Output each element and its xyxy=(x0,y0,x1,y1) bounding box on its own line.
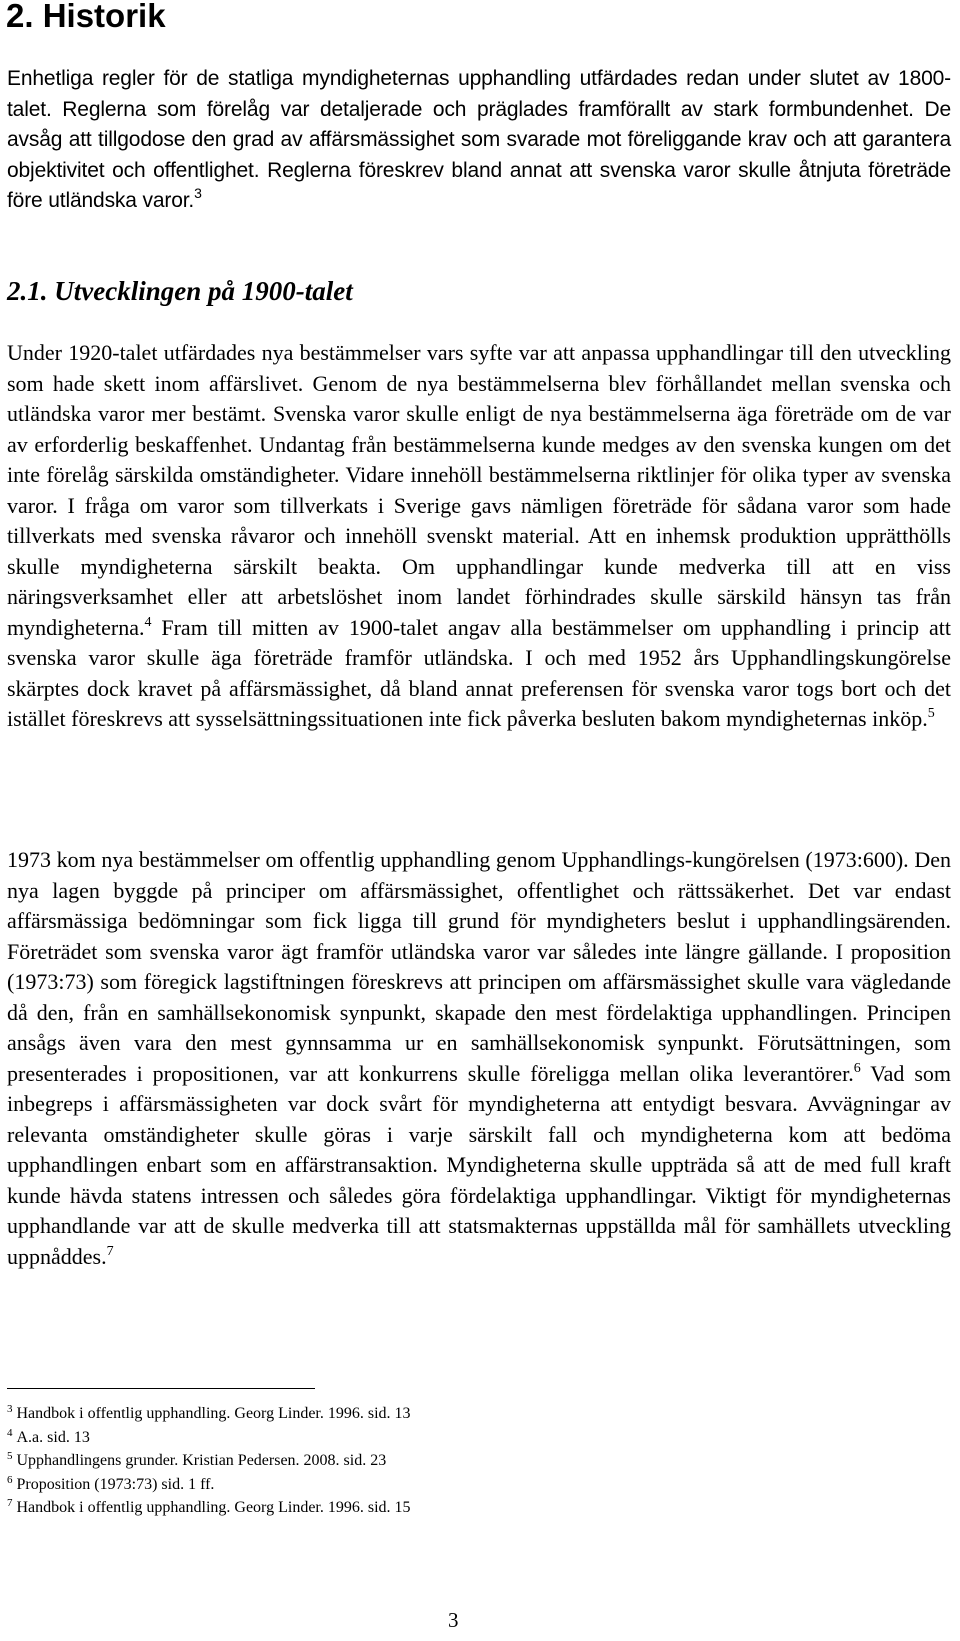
footnote-separator xyxy=(7,1388,315,1389)
footnote-text: Handbok i offentlig upphandling. Georg Linder. 1996. sid. 13 xyxy=(16,1405,411,1422)
paragraph-text: Under 1920-talet utfärdades nya bestämmelser vars syfte var att anpassa upphandlingar till den utveckling som hade skett inom affärslivet. Genom de nya bestämmelserna blev förhållandet mellan svenska och utländska varor mer bestämt. Svenska varor skulle enligt de nya bestämmelserna äga företräde om de var av erforderlig beskaffenhet. Undantag från bestämmelserna kunde medges av den svenska kungen om det inte förelåg särskilda omständigheter. Vidare innehöll bestämmelserna riktlinjer för olika typer av svenska varor. I fråga om varor som tillverkats i Sverige gavs nämligen företräde för sådana varor som hade tillverkats med svenska råvaror och innehöll svenskt material. Att en inhemsk produktion upprätthölls skulle myndigheterna särskilt beakta. Om upphandlingar kunde medverka till att en viss näringsverksamhet eller att arbetslöshet inom landet förhindrades skulle särskild hänsyn tas från myndigheterna. xyxy=(7,340,951,640)
paragraph-text: Fram till mitten av 1900-talet angav alla bestämmelser om upphandling i princip att svenska varor skulle äga företräde framför utländska. I och med 1952 års Upphandlingskungörelse skärptes dock kravet på affärsmässighet, då bland annat preferensen för svenska varor togs bort och det istället föreskrevs att sysselsättningssituationen inte fick påverka besluten bakom myndigheternas inköp. xyxy=(7,614,951,731)
footnote-text: A.a. sid. 13 xyxy=(16,1428,90,1446)
footnote-ref: 6 xyxy=(853,1060,861,1076)
footnote-item xyxy=(7,1402,907,1426)
footnote-number: 6 xyxy=(7,1473,13,1486)
footnote-number: 7 xyxy=(7,1497,13,1510)
paragraph-text: Vad som inbegreps i affärsmässigheten var dock svårt för myndigheterna att entydigt besvara. Avvägningar av relevanta omständigheter skulle göras i varje särskilt fall och myndigheterna kom att bedöma upphandlingen enbart som en affärstransaktion. Myndigheterna skulle uppträda så att de med full kraft kunde hävda statens intressen och således göra fördelaktiga upphandlingar. Viktigt för myndigheternas upphandlande var att de skulle medverka till att statsmakternas uppställda mål för samhällets utveckling uppnåddes. xyxy=(7,1060,951,1269)
footnote-ref: 4 xyxy=(144,614,152,630)
footnotes-list xyxy=(7,1402,907,1520)
footnote-item xyxy=(7,1449,907,1473)
subsection-heading: 2.1. Utvecklingen på 1900-talet xyxy=(7,276,353,306)
footnote-ref: 7 xyxy=(106,1243,114,1259)
footnote-number: 3 xyxy=(7,1403,13,1415)
paragraph-text: 1973 kom nya bestämmelser om offentlig upphandling genom Upphandlings-kungörelsen (1973:600). Den nya lagen byggde på principer om affärsmässighet, offentlighet och rättssäkerhet. Det var endast affärsmässiga bedömningar som fick ligga till grund för myndigheters beslut i upphandlingsärenden. Företrädet som svenska varor ägt framför utländska varor var således inte längre gällande. I proposition (1973:73) som föregick lagstiftningen föreskrevs att principen om affärsmässighet skulle vara vägledande då den, från en samhällsekonomisk synpunkt, skapade den mest fördelaktiga upphandlingen. Principen ansågs även vara den mest gynnsamma ur en samhällsekonomisk synpunkt. Förutsättningen, som presenterades i propositionen, var att konkurrens skulle föreligga mellan olika leverantörer. xyxy=(7,847,951,1086)
footnote-item xyxy=(7,1496,907,1520)
footnote-item xyxy=(7,1426,907,1450)
page-number: 3 xyxy=(448,1608,459,1632)
paragraph-1973 xyxy=(7,845,951,1272)
section-heading: 2. Historik xyxy=(6,0,166,34)
footnote-text: Handbok i offentlig upphandling. Georg Linder. 1996. sid. 15 xyxy=(16,1499,411,1517)
footnote-number: 5 xyxy=(7,1450,13,1463)
footnote-ref: 3 xyxy=(194,185,202,201)
paragraph-intro xyxy=(7,64,951,217)
footnote-number: 4 xyxy=(7,1426,13,1439)
footnote-text: Upphandlingens grunder. Kristian Pedersen. 2008. sid. 23 xyxy=(16,1452,387,1470)
footnote-item xyxy=(7,1473,907,1497)
paragraph-intro-text: Enhetliga regler för de statliga myndigheternas upphandling utfärdades redan under slutet av 1800-talet. Reglerna som förelåg var detaljerade och präglades framförallt av stark formbundenhet. De avsåg att tillgodose den grad av affärsmässighet som svarade mot föreliggande krav och att garantera objektivitet och offentlighet. Reglerna föreskrev bland annat att svenska varor skulle åtnjuta företräde före utländska varor. xyxy=(7,67,951,212)
paragraph-1920s xyxy=(7,338,951,735)
footnote-text: Proposition (1973:73) sid. 1 ff. xyxy=(16,1475,215,1493)
footnote-ref: 5 xyxy=(927,706,935,721)
